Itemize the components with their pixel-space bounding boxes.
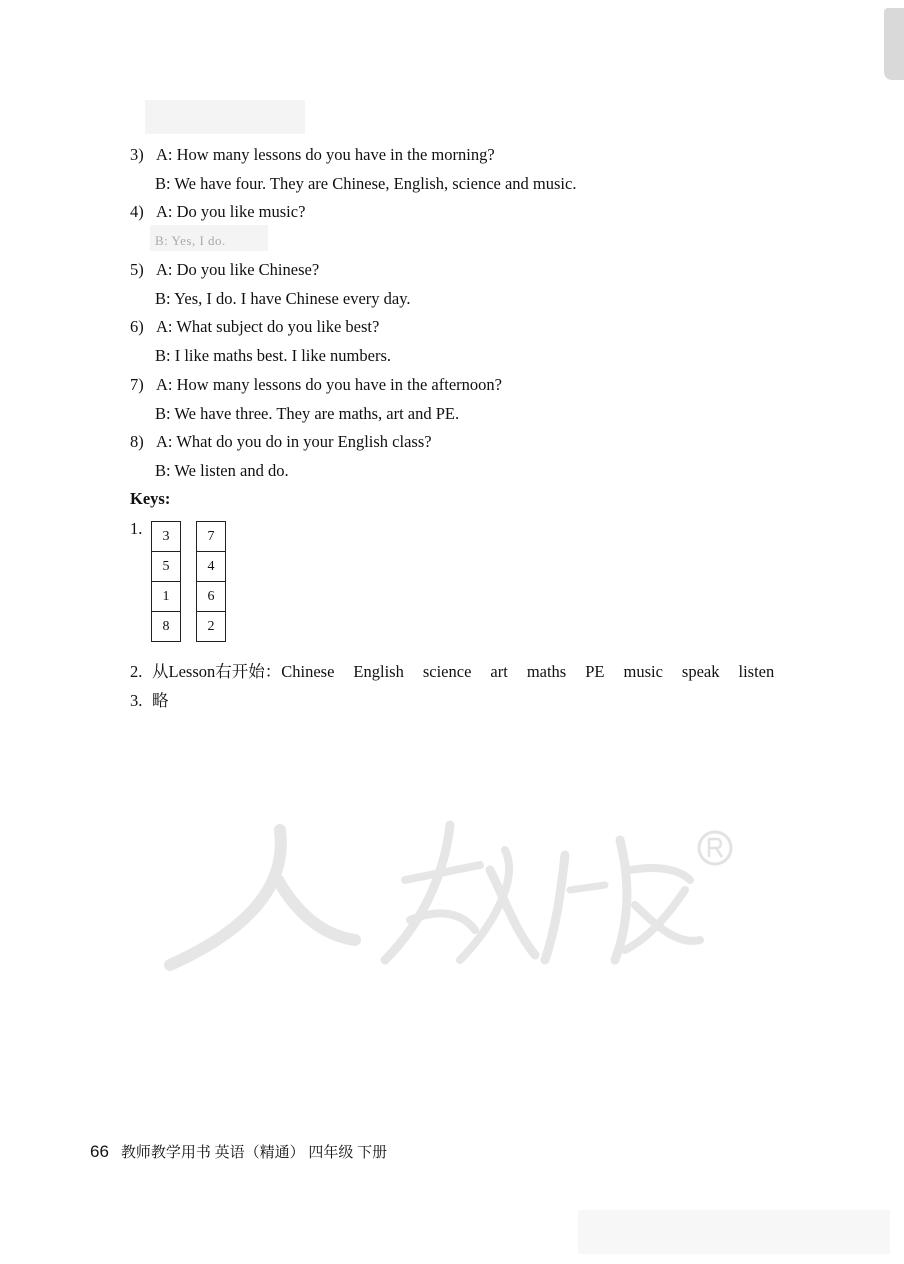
- word: maths: [526, 662, 567, 681]
- dialogue-b-line: B: We have three. They are maths, art and PE.: [155, 404, 460, 423]
- word: art: [490, 662, 508, 681]
- dialogue-a-line: 3) A: How many lessons do you have in the morning?: [130, 145, 495, 164]
- dialogue-b-line: B: Yes, I do. I have Chinese every day.: [155, 289, 411, 308]
- dialogue-b-line: B: I like maths best. I like numbers.: [155, 346, 392, 365]
- scan-smudge: [578, 1210, 890, 1254]
- key-item-3: [130, 691, 169, 711]
- dialogue-b-line: B: We listen and do.: [155, 461, 289, 480]
- dialogue-b-line: B: We have four. They are Chinese, English, science and music.: [155, 174, 577, 193]
- scan-smudge: [145, 100, 305, 134]
- key-item-2-number: 2.: [130, 662, 143, 681]
- answer-box: 7: [196, 521, 226, 552]
- dialogue-a-line: 7) A: How many lessons do you have in the afternoon?: [130, 375, 502, 394]
- word: English: [353, 662, 404, 681]
- word: music: [623, 662, 663, 681]
- dialogue-a-line: 6) A: What subject do you like best?: [130, 317, 380, 336]
- word: science: [422, 662, 472, 681]
- answer-column-right: [196, 521, 226, 642]
- dialogue-a-line: 8) A: What do you do in your English class?: [130, 432, 432, 451]
- answer-column-left: [151, 521, 181, 642]
- publisher-watermark-logo: [160, 810, 750, 985]
- page-number: 66: [90, 1142, 109, 1161]
- dialogue-a-line: 5) A: Do you like Chinese?: [130, 260, 320, 279]
- answer-box: 3: [151, 521, 181, 552]
- word: speak: [681, 662, 720, 681]
- word-list: [281, 662, 793, 681]
- answer-box: 2: [196, 611, 226, 642]
- word: Chinese: [281, 662, 335, 681]
- answer-box: 4: [196, 551, 226, 582]
- word: listen: [738, 662, 775, 681]
- key-item-3-text: 略: [152, 691, 169, 710]
- page-footer: [90, 1141, 387, 1162]
- dialogue-a-line: 4) A: Do you like music?: [130, 202, 306, 221]
- dialogue-b-line: B: Yes, I do.: [155, 233, 226, 248]
- word: PE: [585, 662, 605, 681]
- page-edge-tab: [884, 8, 904, 80]
- key-item-2: [130, 662, 793, 682]
- answer-box: 1: [151, 581, 181, 612]
- answer-box: 6: [196, 581, 226, 612]
- answer-box: 5: [151, 551, 181, 582]
- footer-book-title: 教师教学用书 英语（精通） 四年级 下册: [120, 1145, 388, 1161]
- key-item-3-number: 3.: [130, 691, 143, 710]
- key-item-2-prefix: 从Lesson右开始：: [152, 662, 282, 681]
- key-item-1-number: 1.: [130, 519, 143, 538]
- keys-heading: Keys:: [130, 489, 171, 508]
- answer-box: 8: [151, 611, 181, 642]
